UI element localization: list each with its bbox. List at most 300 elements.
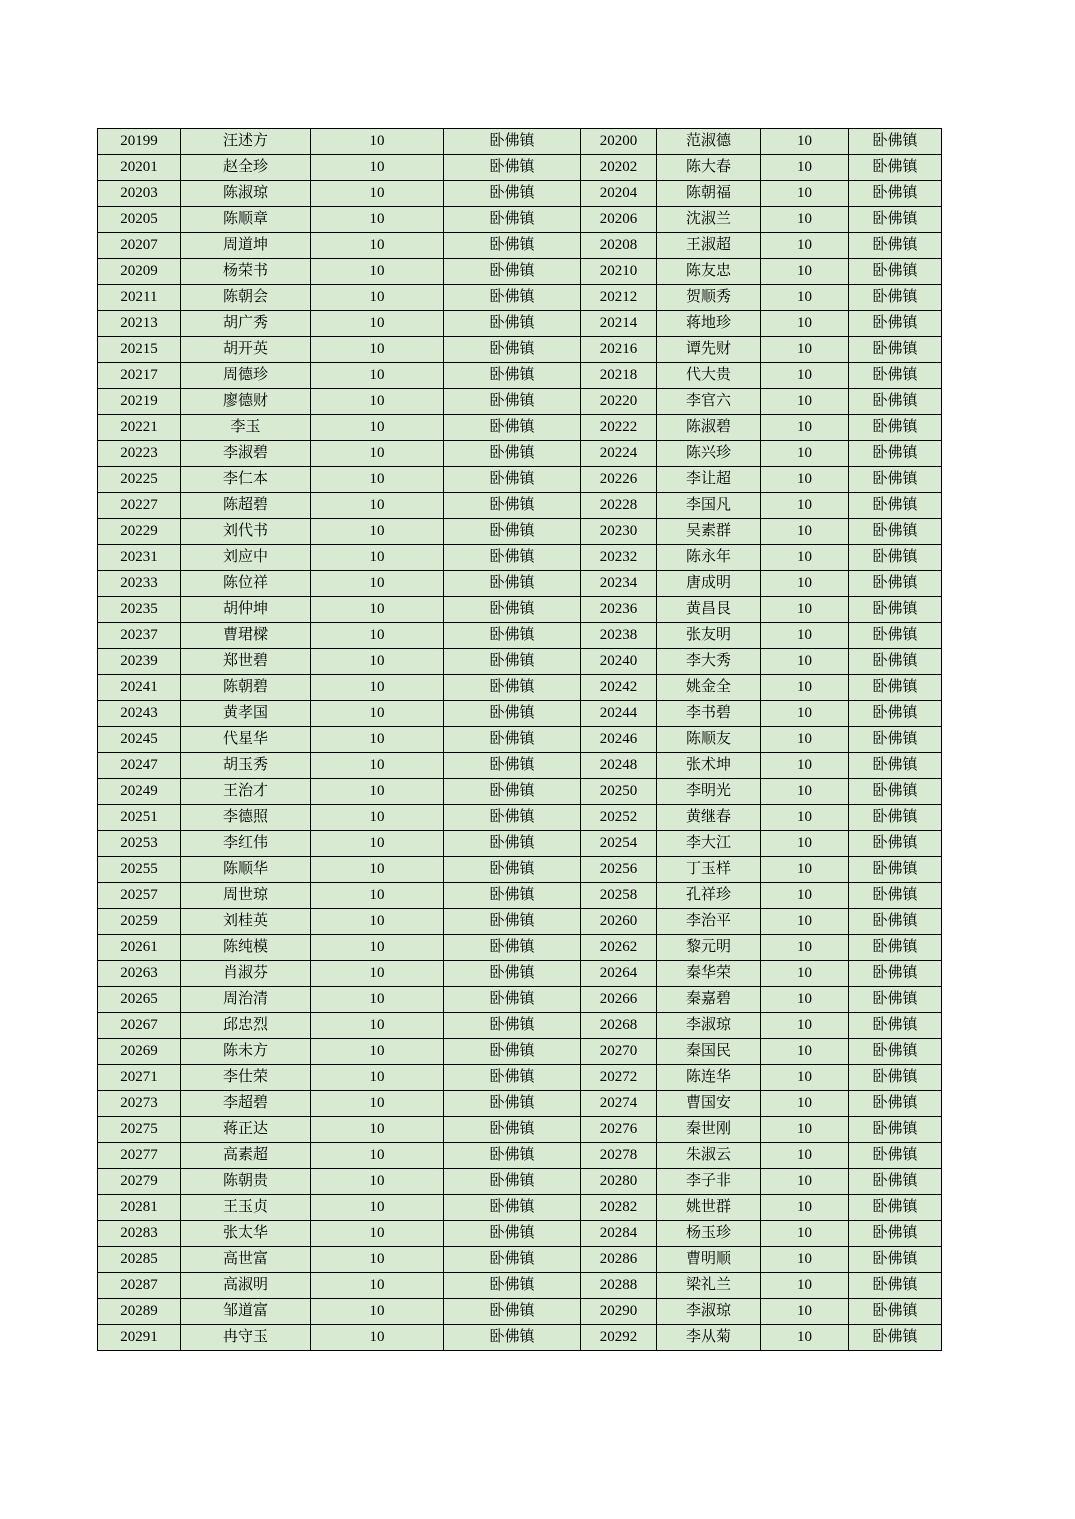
value-cell: 10 xyxy=(311,467,444,493)
town-cell: 卧佛镇 xyxy=(444,207,581,233)
value-cell: 10 xyxy=(311,1169,444,1195)
name-cell: 陈友忠 xyxy=(657,259,761,285)
id-cell: 20272 xyxy=(581,1065,657,1091)
name-cell: 李明光 xyxy=(657,779,761,805)
id-cell: 20257 xyxy=(98,883,181,909)
name-cell: 代大贵 xyxy=(657,363,761,389)
name-cell: 陈顺章 xyxy=(181,207,311,233)
value-cell: 10 xyxy=(311,883,444,909)
town-cell: 卧佛镇 xyxy=(444,753,581,779)
name-cell: 高世富 xyxy=(181,1247,311,1273)
name-cell: 李淑琼 xyxy=(657,1299,761,1325)
name-cell: 姚世群 xyxy=(657,1195,761,1221)
name-cell: 刘代书 xyxy=(181,519,311,545)
id-cell: 20223 xyxy=(98,441,181,467)
id-cell: 20204 xyxy=(581,181,657,207)
id-cell: 20217 xyxy=(98,363,181,389)
table-row xyxy=(98,493,942,519)
town-cell: 卧佛镇 xyxy=(849,1143,942,1169)
town-cell: 卧佛镇 xyxy=(444,337,581,363)
name-cell: 曹国安 xyxy=(657,1091,761,1117)
id-cell: 20242 xyxy=(581,675,657,701)
town-cell: 卧佛镇 xyxy=(444,649,581,675)
town-cell: 卧佛镇 xyxy=(849,389,942,415)
name-cell: 李红伟 xyxy=(181,831,311,857)
value-cell: 10 xyxy=(311,1039,444,1065)
name-cell: 廖德财 xyxy=(181,389,311,415)
value-cell: 10 xyxy=(761,1065,849,1091)
value-cell: 10 xyxy=(761,1143,849,1169)
town-cell: 卧佛镇 xyxy=(444,311,581,337)
id-cell: 20287 xyxy=(98,1273,181,1299)
id-cell: 20273 xyxy=(98,1091,181,1117)
id-cell: 20271 xyxy=(98,1065,181,1091)
id-cell: 20292 xyxy=(581,1325,657,1351)
id-cell: 20243 xyxy=(98,701,181,727)
id-cell: 20245 xyxy=(98,727,181,753)
id-cell: 20256 xyxy=(581,857,657,883)
value-cell: 10 xyxy=(761,1169,849,1195)
value-cell: 10 xyxy=(761,1117,849,1143)
town-cell: 卧佛镇 xyxy=(849,623,942,649)
town-cell: 卧佛镇 xyxy=(444,1195,581,1221)
value-cell: 10 xyxy=(311,363,444,389)
table-row xyxy=(98,311,942,337)
table-row xyxy=(98,155,942,181)
id-cell: 20276 xyxy=(581,1117,657,1143)
value-cell: 10 xyxy=(761,519,849,545)
value-cell: 10 xyxy=(761,779,849,805)
value-cell: 10 xyxy=(311,389,444,415)
name-cell: 肖淑芬 xyxy=(181,961,311,987)
id-cell: 20202 xyxy=(581,155,657,181)
town-cell: 卧佛镇 xyxy=(849,363,942,389)
id-cell: 20285 xyxy=(98,1247,181,1273)
id-cell: 20238 xyxy=(581,623,657,649)
name-cell: 胡开英 xyxy=(181,337,311,363)
town-cell: 卧佛镇 xyxy=(849,805,942,831)
town-cell: 卧佛镇 xyxy=(849,545,942,571)
value-cell: 10 xyxy=(761,415,849,441)
id-cell: 20267 xyxy=(98,1013,181,1039)
name-cell: 李仕荣 xyxy=(181,1065,311,1091)
value-cell: 10 xyxy=(311,1273,444,1299)
name-cell: 陈朝会 xyxy=(181,285,311,311)
table-row xyxy=(98,467,942,493)
town-cell: 卧佛镇 xyxy=(849,337,942,363)
town-cell: 卧佛镇 xyxy=(444,1299,581,1325)
town-cell: 卧佛镇 xyxy=(444,259,581,285)
id-cell: 20291 xyxy=(98,1325,181,1351)
name-cell: 贺顺秀 xyxy=(657,285,761,311)
table-row xyxy=(98,1299,942,1325)
name-cell: 陈超碧 xyxy=(181,493,311,519)
name-cell: 陈兴珍 xyxy=(657,441,761,467)
table-row xyxy=(98,1091,942,1117)
town-cell: 卧佛镇 xyxy=(849,233,942,259)
id-cell: 20214 xyxy=(581,311,657,337)
town-cell: 卧佛镇 xyxy=(849,571,942,597)
town-cell: 卧佛镇 xyxy=(849,1091,942,1117)
name-cell: 李子非 xyxy=(657,1169,761,1195)
table-row xyxy=(98,1169,942,1195)
table-row xyxy=(98,883,942,909)
id-cell: 20288 xyxy=(581,1273,657,1299)
town-cell: 卧佛镇 xyxy=(444,1221,581,1247)
town-cell: 卧佛镇 xyxy=(444,181,581,207)
town-cell: 卧佛镇 xyxy=(444,987,581,1013)
name-cell: 周世琼 xyxy=(181,883,311,909)
name-cell: 黄昌艮 xyxy=(657,597,761,623)
id-cell: 20286 xyxy=(581,1247,657,1273)
name-cell: 李超碧 xyxy=(181,1091,311,1117)
id-cell: 20216 xyxy=(581,337,657,363)
value-cell: 10 xyxy=(311,1247,444,1273)
value-cell: 10 xyxy=(311,493,444,519)
value-cell: 10 xyxy=(761,883,849,909)
town-cell: 卧佛镇 xyxy=(849,779,942,805)
name-cell: 陈顺华 xyxy=(181,857,311,883)
table-body xyxy=(98,129,942,1351)
table-row xyxy=(98,441,942,467)
name-cell: 陈淑碧 xyxy=(657,415,761,441)
id-cell: 20236 xyxy=(581,597,657,623)
id-cell: 20262 xyxy=(581,935,657,961)
name-cell: 郑世碧 xyxy=(181,649,311,675)
name-cell: 蒋正达 xyxy=(181,1117,311,1143)
name-cell: 胡广秀 xyxy=(181,311,311,337)
name-cell: 邹道富 xyxy=(181,1299,311,1325)
name-cell: 高素超 xyxy=(181,1143,311,1169)
town-cell: 卧佛镇 xyxy=(444,1169,581,1195)
town-cell: 卧佛镇 xyxy=(444,519,581,545)
value-cell: 10 xyxy=(311,233,444,259)
town-cell: 卧佛镇 xyxy=(849,155,942,181)
table-row xyxy=(98,857,942,883)
table-row xyxy=(98,779,942,805)
value-cell: 10 xyxy=(311,285,444,311)
table-row xyxy=(98,961,942,987)
id-cell: 20252 xyxy=(581,805,657,831)
town-cell: 卧佛镇 xyxy=(444,493,581,519)
name-cell: 朱淑云 xyxy=(657,1143,761,1169)
value-cell: 10 xyxy=(761,467,849,493)
name-cell: 陈未方 xyxy=(181,1039,311,1065)
id-cell: 20284 xyxy=(581,1221,657,1247)
id-cell: 20283 xyxy=(98,1221,181,1247)
value-cell: 10 xyxy=(761,207,849,233)
value-cell: 10 xyxy=(761,337,849,363)
id-cell: 20240 xyxy=(581,649,657,675)
id-cell: 20230 xyxy=(581,519,657,545)
name-cell: 张友明 xyxy=(657,623,761,649)
value-cell: 10 xyxy=(761,961,849,987)
table-row xyxy=(98,597,942,623)
id-cell: 20251 xyxy=(98,805,181,831)
id-cell: 20253 xyxy=(98,831,181,857)
town-cell: 卧佛镇 xyxy=(849,1247,942,1273)
id-cell: 20280 xyxy=(581,1169,657,1195)
table-row xyxy=(98,935,942,961)
town-cell: 卧佛镇 xyxy=(444,155,581,181)
table-row xyxy=(98,1273,942,1299)
table-row xyxy=(98,1221,942,1247)
town-cell: 卧佛镇 xyxy=(444,1117,581,1143)
table-row xyxy=(98,545,942,571)
value-cell: 10 xyxy=(761,623,849,649)
table-row xyxy=(98,363,942,389)
id-cell: 20235 xyxy=(98,597,181,623)
table-row xyxy=(98,337,942,363)
value-cell: 10 xyxy=(761,493,849,519)
value-cell: 10 xyxy=(761,1247,849,1273)
id-cell: 20218 xyxy=(581,363,657,389)
id-cell: 20212 xyxy=(581,285,657,311)
town-cell: 卧佛镇 xyxy=(444,1013,581,1039)
name-cell: 秦世刚 xyxy=(657,1117,761,1143)
value-cell: 10 xyxy=(311,441,444,467)
table-row xyxy=(98,519,942,545)
name-cell: 陈永年 xyxy=(657,545,761,571)
value-cell: 10 xyxy=(311,415,444,441)
table-row xyxy=(98,1143,942,1169)
id-cell: 20224 xyxy=(581,441,657,467)
town-cell: 卧佛镇 xyxy=(444,1039,581,1065)
table-row xyxy=(98,207,942,233)
id-cell: 20278 xyxy=(581,1143,657,1169)
name-cell: 陈大春 xyxy=(657,155,761,181)
value-cell: 10 xyxy=(761,181,849,207)
town-cell: 卧佛镇 xyxy=(444,415,581,441)
id-cell: 20263 xyxy=(98,961,181,987)
town-cell: 卧佛镇 xyxy=(849,649,942,675)
table-row xyxy=(98,1065,942,1091)
id-cell: 20254 xyxy=(581,831,657,857)
town-cell: 卧佛镇 xyxy=(849,1221,942,1247)
name-cell: 赵全珍 xyxy=(181,155,311,181)
table-row xyxy=(98,1013,942,1039)
name-cell: 梁礼兰 xyxy=(657,1273,761,1299)
name-cell: 李德照 xyxy=(181,805,311,831)
value-cell: 10 xyxy=(311,753,444,779)
name-cell: 汪述方 xyxy=(181,129,311,155)
name-cell: 杨玉珍 xyxy=(657,1221,761,1247)
town-cell: 卧佛镇 xyxy=(444,727,581,753)
name-cell: 丁玉样 xyxy=(657,857,761,883)
name-cell: 胡玉秀 xyxy=(181,753,311,779)
name-cell: 张太华 xyxy=(181,1221,311,1247)
name-cell: 姚金全 xyxy=(657,675,761,701)
name-cell: 王玉贞 xyxy=(181,1195,311,1221)
name-cell: 陈连华 xyxy=(657,1065,761,1091)
town-cell: 卧佛镇 xyxy=(849,1169,942,1195)
town-cell: 卧佛镇 xyxy=(849,311,942,337)
name-cell: 周治清 xyxy=(181,987,311,1013)
id-cell: 20228 xyxy=(581,493,657,519)
town-cell: 卧佛镇 xyxy=(849,857,942,883)
id-cell: 20269 xyxy=(98,1039,181,1065)
town-cell: 卧佛镇 xyxy=(444,1273,581,1299)
value-cell: 10 xyxy=(761,831,849,857)
town-cell: 卧佛镇 xyxy=(849,467,942,493)
name-cell: 曹珺樑 xyxy=(181,623,311,649)
table-row xyxy=(98,285,942,311)
value-cell: 10 xyxy=(311,623,444,649)
town-cell: 卧佛镇 xyxy=(849,935,942,961)
table-row xyxy=(98,701,942,727)
name-cell: 秦嘉碧 xyxy=(657,987,761,1013)
value-cell: 10 xyxy=(311,1299,444,1325)
town-cell: 卧佛镇 xyxy=(849,987,942,1013)
name-cell: 谭先财 xyxy=(657,337,761,363)
table-row xyxy=(98,753,942,779)
value-cell: 10 xyxy=(311,207,444,233)
town-cell: 卧佛镇 xyxy=(444,831,581,857)
id-cell: 20275 xyxy=(98,1117,181,1143)
value-cell: 10 xyxy=(311,545,444,571)
town-cell: 卧佛镇 xyxy=(444,1325,581,1351)
value-cell: 10 xyxy=(761,1195,849,1221)
name-cell: 李国凡 xyxy=(657,493,761,519)
name-cell: 胡仲坤 xyxy=(181,597,311,623)
town-cell: 卧佛镇 xyxy=(444,1065,581,1091)
value-cell: 10 xyxy=(761,1013,849,1039)
name-cell: 李淑琼 xyxy=(657,1013,761,1039)
name-cell: 陈朝碧 xyxy=(181,675,311,701)
value-cell: 10 xyxy=(761,311,849,337)
value-cell: 10 xyxy=(311,571,444,597)
id-cell: 20290 xyxy=(581,1299,657,1325)
id-cell: 20215 xyxy=(98,337,181,363)
name-cell: 黎元明 xyxy=(657,935,761,961)
id-cell: 20249 xyxy=(98,779,181,805)
table-row xyxy=(98,909,942,935)
name-cell: 范淑德 xyxy=(657,129,761,155)
value-cell: 10 xyxy=(311,1117,444,1143)
table-row xyxy=(98,649,942,675)
id-cell: 20209 xyxy=(98,259,181,285)
value-cell: 10 xyxy=(761,1299,849,1325)
value-cell: 10 xyxy=(761,1221,849,1247)
value-cell: 10 xyxy=(761,1273,849,1299)
id-cell: 20239 xyxy=(98,649,181,675)
id-cell: 20259 xyxy=(98,909,181,935)
id-cell: 20231 xyxy=(98,545,181,571)
town-cell: 卧佛镇 xyxy=(849,1065,942,1091)
name-cell: 周德珍 xyxy=(181,363,311,389)
value-cell: 10 xyxy=(761,571,849,597)
id-cell: 20255 xyxy=(98,857,181,883)
value-cell: 10 xyxy=(311,727,444,753)
name-cell: 代星华 xyxy=(181,727,311,753)
value-cell: 10 xyxy=(311,337,444,363)
table-row xyxy=(98,831,942,857)
id-cell: 20208 xyxy=(581,233,657,259)
town-cell: 卧佛镇 xyxy=(849,207,942,233)
name-cell: 李淑碧 xyxy=(181,441,311,467)
town-cell: 卧佛镇 xyxy=(849,1117,942,1143)
name-cell: 周道坤 xyxy=(181,233,311,259)
value-cell: 10 xyxy=(761,259,849,285)
name-cell: 黄继春 xyxy=(657,805,761,831)
id-cell: 20268 xyxy=(581,1013,657,1039)
town-cell: 卧佛镇 xyxy=(444,571,581,597)
value-cell: 10 xyxy=(761,155,849,181)
name-cell: 李治平 xyxy=(657,909,761,935)
value-cell: 10 xyxy=(761,233,849,259)
name-cell: 陈朝贵 xyxy=(181,1169,311,1195)
id-cell: 20265 xyxy=(98,987,181,1013)
name-cell: 李玉 xyxy=(181,415,311,441)
id-cell: 20261 xyxy=(98,935,181,961)
table-row xyxy=(98,415,942,441)
table-row xyxy=(98,675,942,701)
name-cell: 李大秀 xyxy=(657,649,761,675)
id-cell: 20233 xyxy=(98,571,181,597)
value-cell: 10 xyxy=(761,909,849,935)
value-cell: 10 xyxy=(311,1221,444,1247)
table-row xyxy=(98,181,942,207)
town-cell: 卧佛镇 xyxy=(444,441,581,467)
id-cell: 20199 xyxy=(98,129,181,155)
document-page xyxy=(97,128,942,1351)
value-cell: 10 xyxy=(761,935,849,961)
town-cell: 卧佛镇 xyxy=(849,259,942,285)
id-cell: 20227 xyxy=(98,493,181,519)
id-cell: 20279 xyxy=(98,1169,181,1195)
id-cell: 20266 xyxy=(581,987,657,1013)
town-cell: 卧佛镇 xyxy=(444,623,581,649)
value-cell: 10 xyxy=(761,649,849,675)
id-cell: 20203 xyxy=(98,181,181,207)
id-cell: 20247 xyxy=(98,753,181,779)
name-cell: 陈顺友 xyxy=(657,727,761,753)
value-cell: 10 xyxy=(311,155,444,181)
town-cell: 卧佛镇 xyxy=(444,909,581,935)
town-cell: 卧佛镇 xyxy=(849,129,942,155)
town-cell: 卧佛镇 xyxy=(849,415,942,441)
table-row xyxy=(98,987,942,1013)
id-cell: 20281 xyxy=(98,1195,181,1221)
id-cell: 20264 xyxy=(581,961,657,987)
town-cell: 卧佛镇 xyxy=(849,493,942,519)
value-cell: 10 xyxy=(311,857,444,883)
value-cell: 10 xyxy=(311,987,444,1013)
id-cell: 20274 xyxy=(581,1091,657,1117)
town-cell: 卧佛镇 xyxy=(849,1273,942,1299)
value-cell: 10 xyxy=(311,181,444,207)
id-cell: 20232 xyxy=(581,545,657,571)
town-cell: 卧佛镇 xyxy=(849,909,942,935)
value-cell: 10 xyxy=(311,1065,444,1091)
town-cell: 卧佛镇 xyxy=(444,1143,581,1169)
town-cell: 卧佛镇 xyxy=(444,961,581,987)
value-cell: 10 xyxy=(311,1325,444,1351)
table-row xyxy=(98,805,942,831)
id-cell: 20270 xyxy=(581,1039,657,1065)
town-cell: 卧佛镇 xyxy=(444,285,581,311)
name-cell: 秦华荣 xyxy=(657,961,761,987)
value-cell: 10 xyxy=(311,701,444,727)
value-cell: 10 xyxy=(761,545,849,571)
table-row xyxy=(98,1195,942,1221)
town-cell: 卧佛镇 xyxy=(444,701,581,727)
id-cell: 20248 xyxy=(581,753,657,779)
id-cell: 20211 xyxy=(98,285,181,311)
id-cell: 20289 xyxy=(98,1299,181,1325)
name-cell: 李让超 xyxy=(657,467,761,493)
value-cell: 10 xyxy=(311,1091,444,1117)
